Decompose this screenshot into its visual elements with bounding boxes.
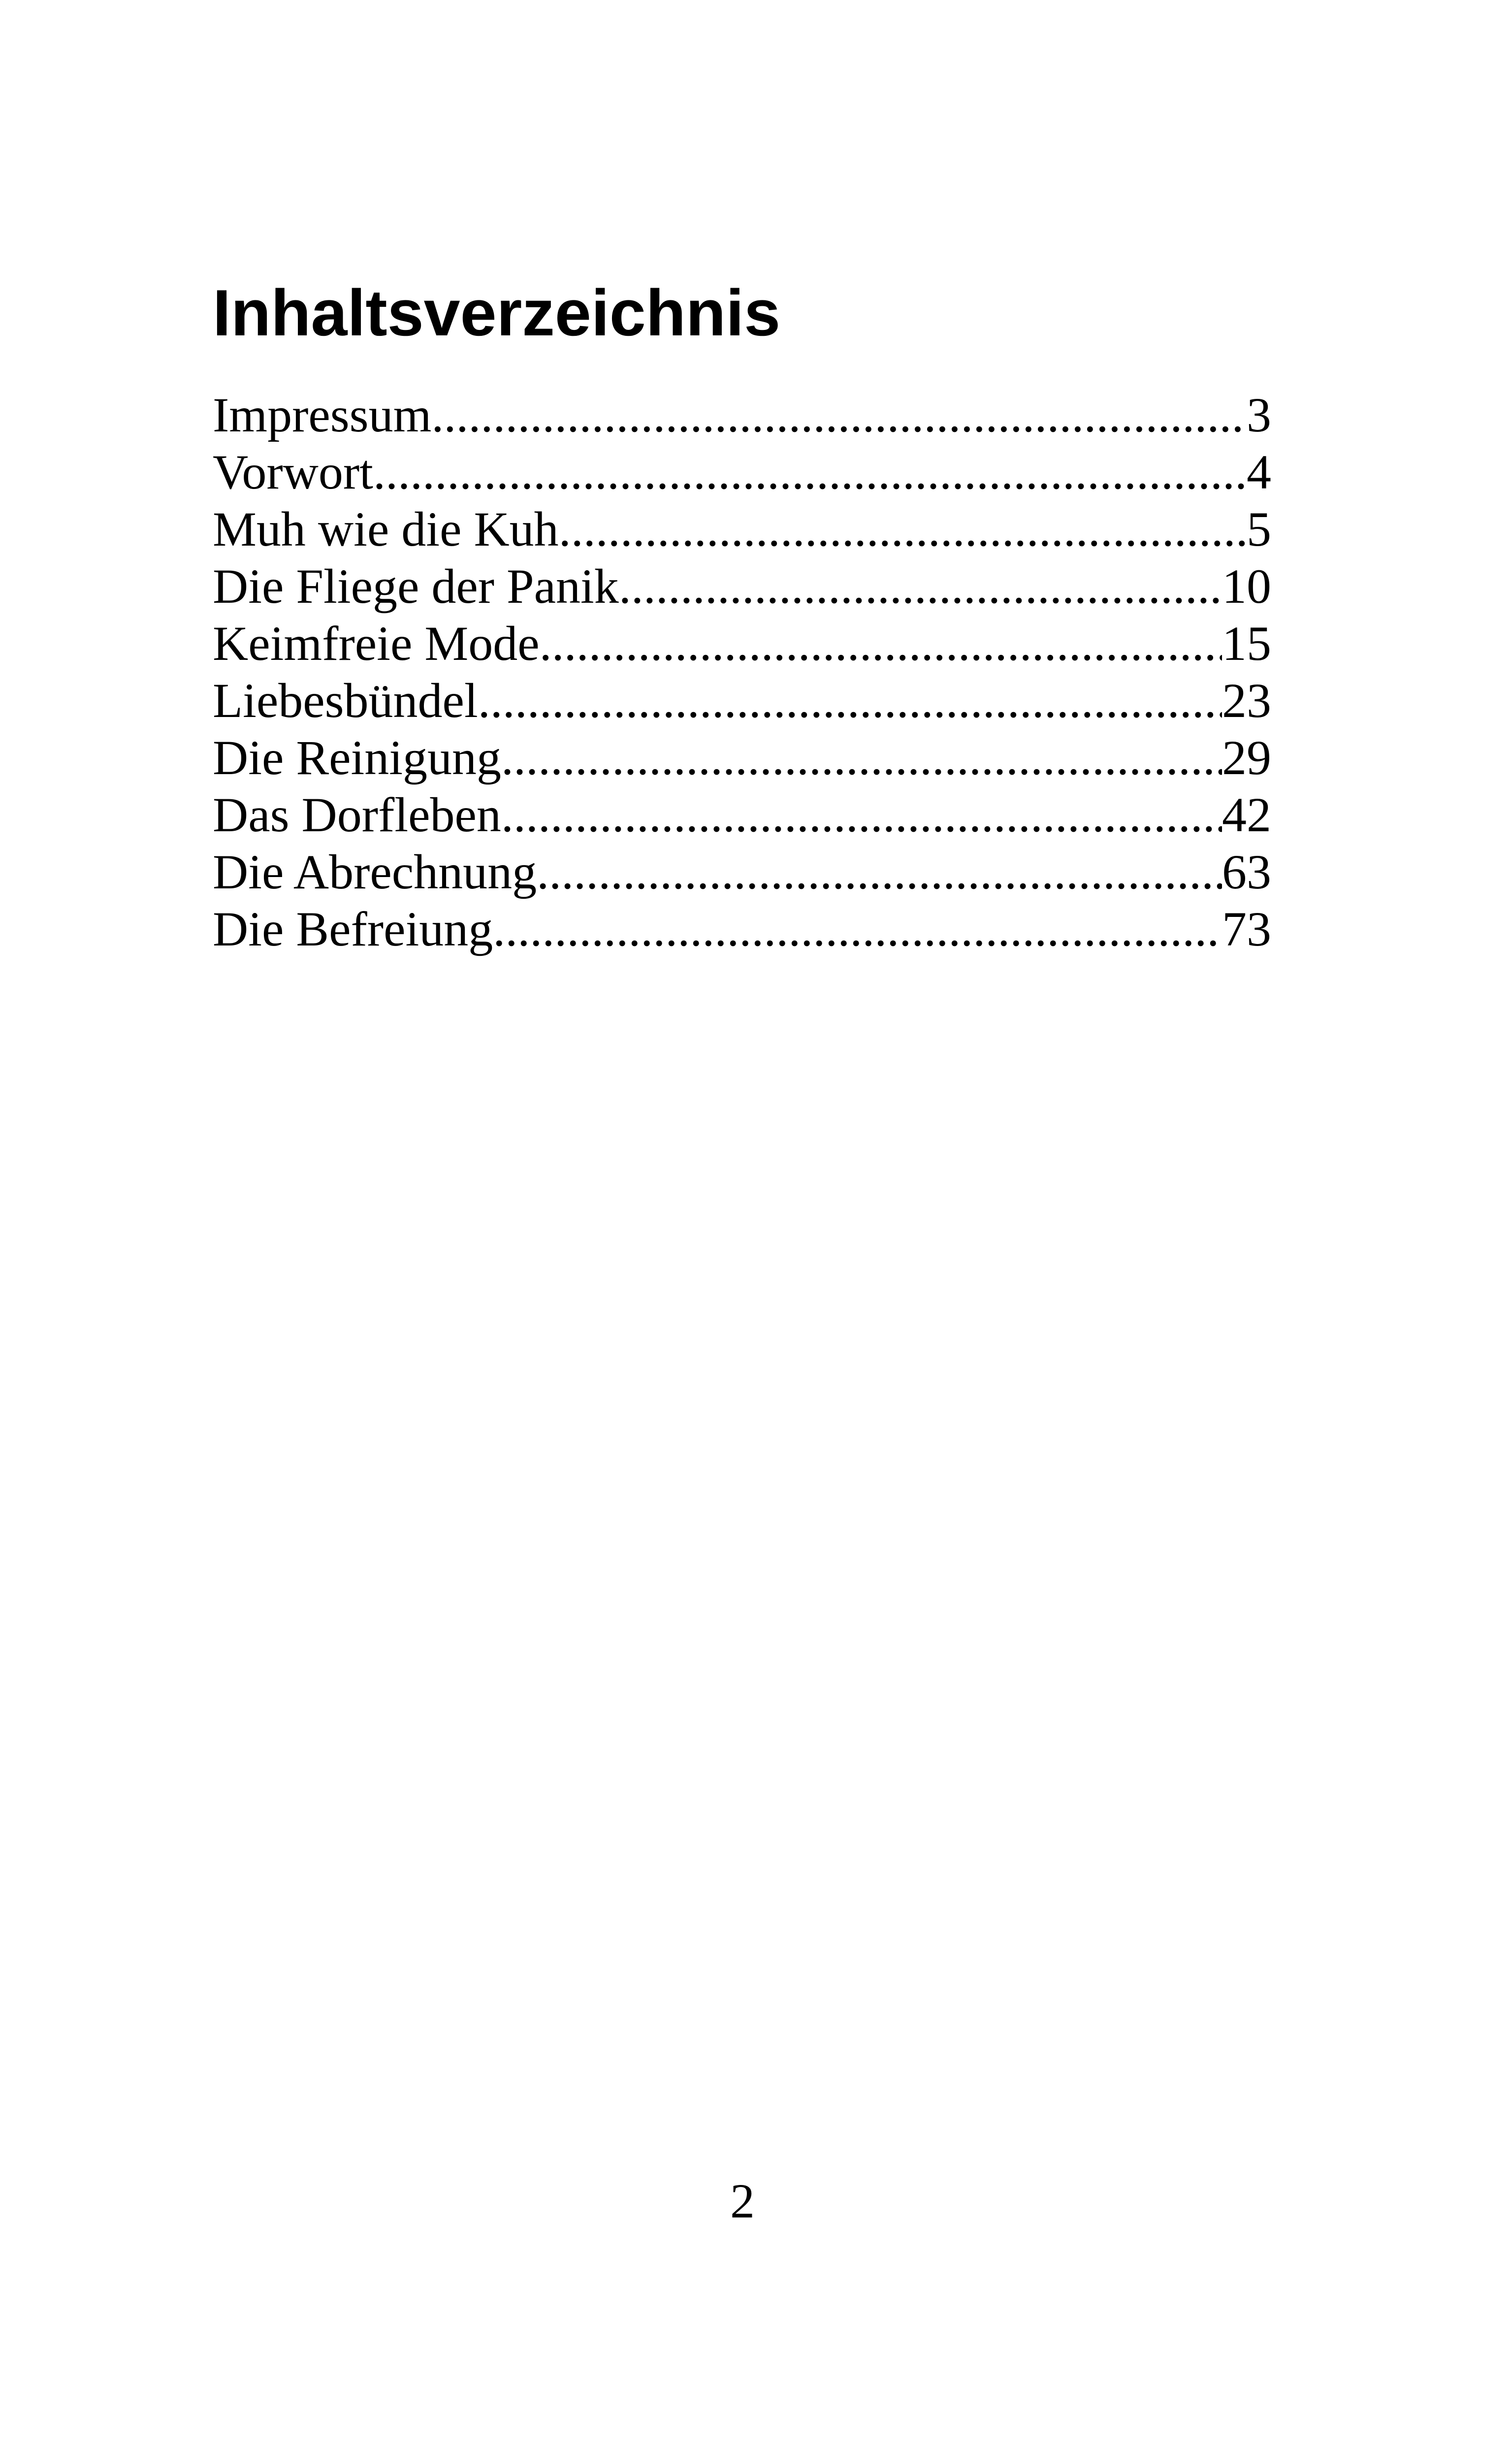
toc-dot-leader bbox=[493, 901, 1222, 958]
toc-dot-leader bbox=[559, 501, 1247, 558]
toc-entry-page: 73 bbox=[1222, 902, 1271, 956]
toc-entry bbox=[213, 558, 1271, 615]
toc-entry-label: Vorwort bbox=[213, 445, 373, 499]
toc-entry-page: 5 bbox=[1247, 502, 1271, 556]
toc-entry-page: 15 bbox=[1222, 616, 1271, 671]
toc-entry bbox=[213, 729, 1271, 786]
toc-entry bbox=[213, 672, 1271, 729]
toc-entry-label: Impressum bbox=[213, 388, 432, 442]
toc-entry-page: 10 bbox=[1222, 559, 1271, 614]
toc-entry-label: Die Fliege der Panik bbox=[213, 559, 619, 614]
toc-entry-label: Die Befreiung bbox=[213, 902, 493, 956]
toc-entry bbox=[213, 615, 1271, 672]
toc-entry-page: 3 bbox=[1247, 388, 1271, 442]
toc-entry-page: 63 bbox=[1222, 845, 1271, 899]
toc-dot-leader bbox=[501, 786, 1222, 844]
toc-entry-page: 4 bbox=[1247, 445, 1271, 499]
toc-entry-label: Das Dorfleben bbox=[213, 787, 501, 842]
toc-entry-page: 42 bbox=[1222, 787, 1271, 842]
toc-entry-label: Muh wie die Kuh bbox=[213, 502, 559, 556]
toc-entry bbox=[213, 901, 1271, 958]
toc-dot-leader bbox=[501, 729, 1222, 786]
page-number: 2 bbox=[730, 2174, 755, 2228]
toc-list bbox=[213, 387, 1271, 958]
toc-dot-leader bbox=[619, 558, 1222, 615]
toc-entry bbox=[213, 387, 1271, 444]
toc-entry bbox=[213, 501, 1271, 558]
toc-dot-leader bbox=[373, 444, 1247, 501]
toc-dot-leader bbox=[431, 387, 1247, 444]
toc-dot-leader bbox=[540, 615, 1222, 672]
toc-entry-page: 23 bbox=[1222, 673, 1271, 728]
toc-entry-label: Die Reinigung bbox=[213, 730, 502, 785]
toc-dot-leader bbox=[478, 672, 1222, 729]
toc-entry bbox=[213, 444, 1271, 501]
toc-entry bbox=[213, 786, 1271, 844]
toc-entry bbox=[213, 844, 1271, 901]
toc-heading: Inhaltsverzeichnis bbox=[213, 277, 781, 350]
toc-entry-label: Die Abrechnung bbox=[213, 845, 537, 899]
toc-entry-page: 29 bbox=[1222, 730, 1271, 785]
toc-entry-label: Keimfreie Mode bbox=[213, 616, 540, 671]
toc-entry-label: Liebesbündel bbox=[213, 673, 478, 728]
toc-dot-leader bbox=[537, 844, 1222, 901]
